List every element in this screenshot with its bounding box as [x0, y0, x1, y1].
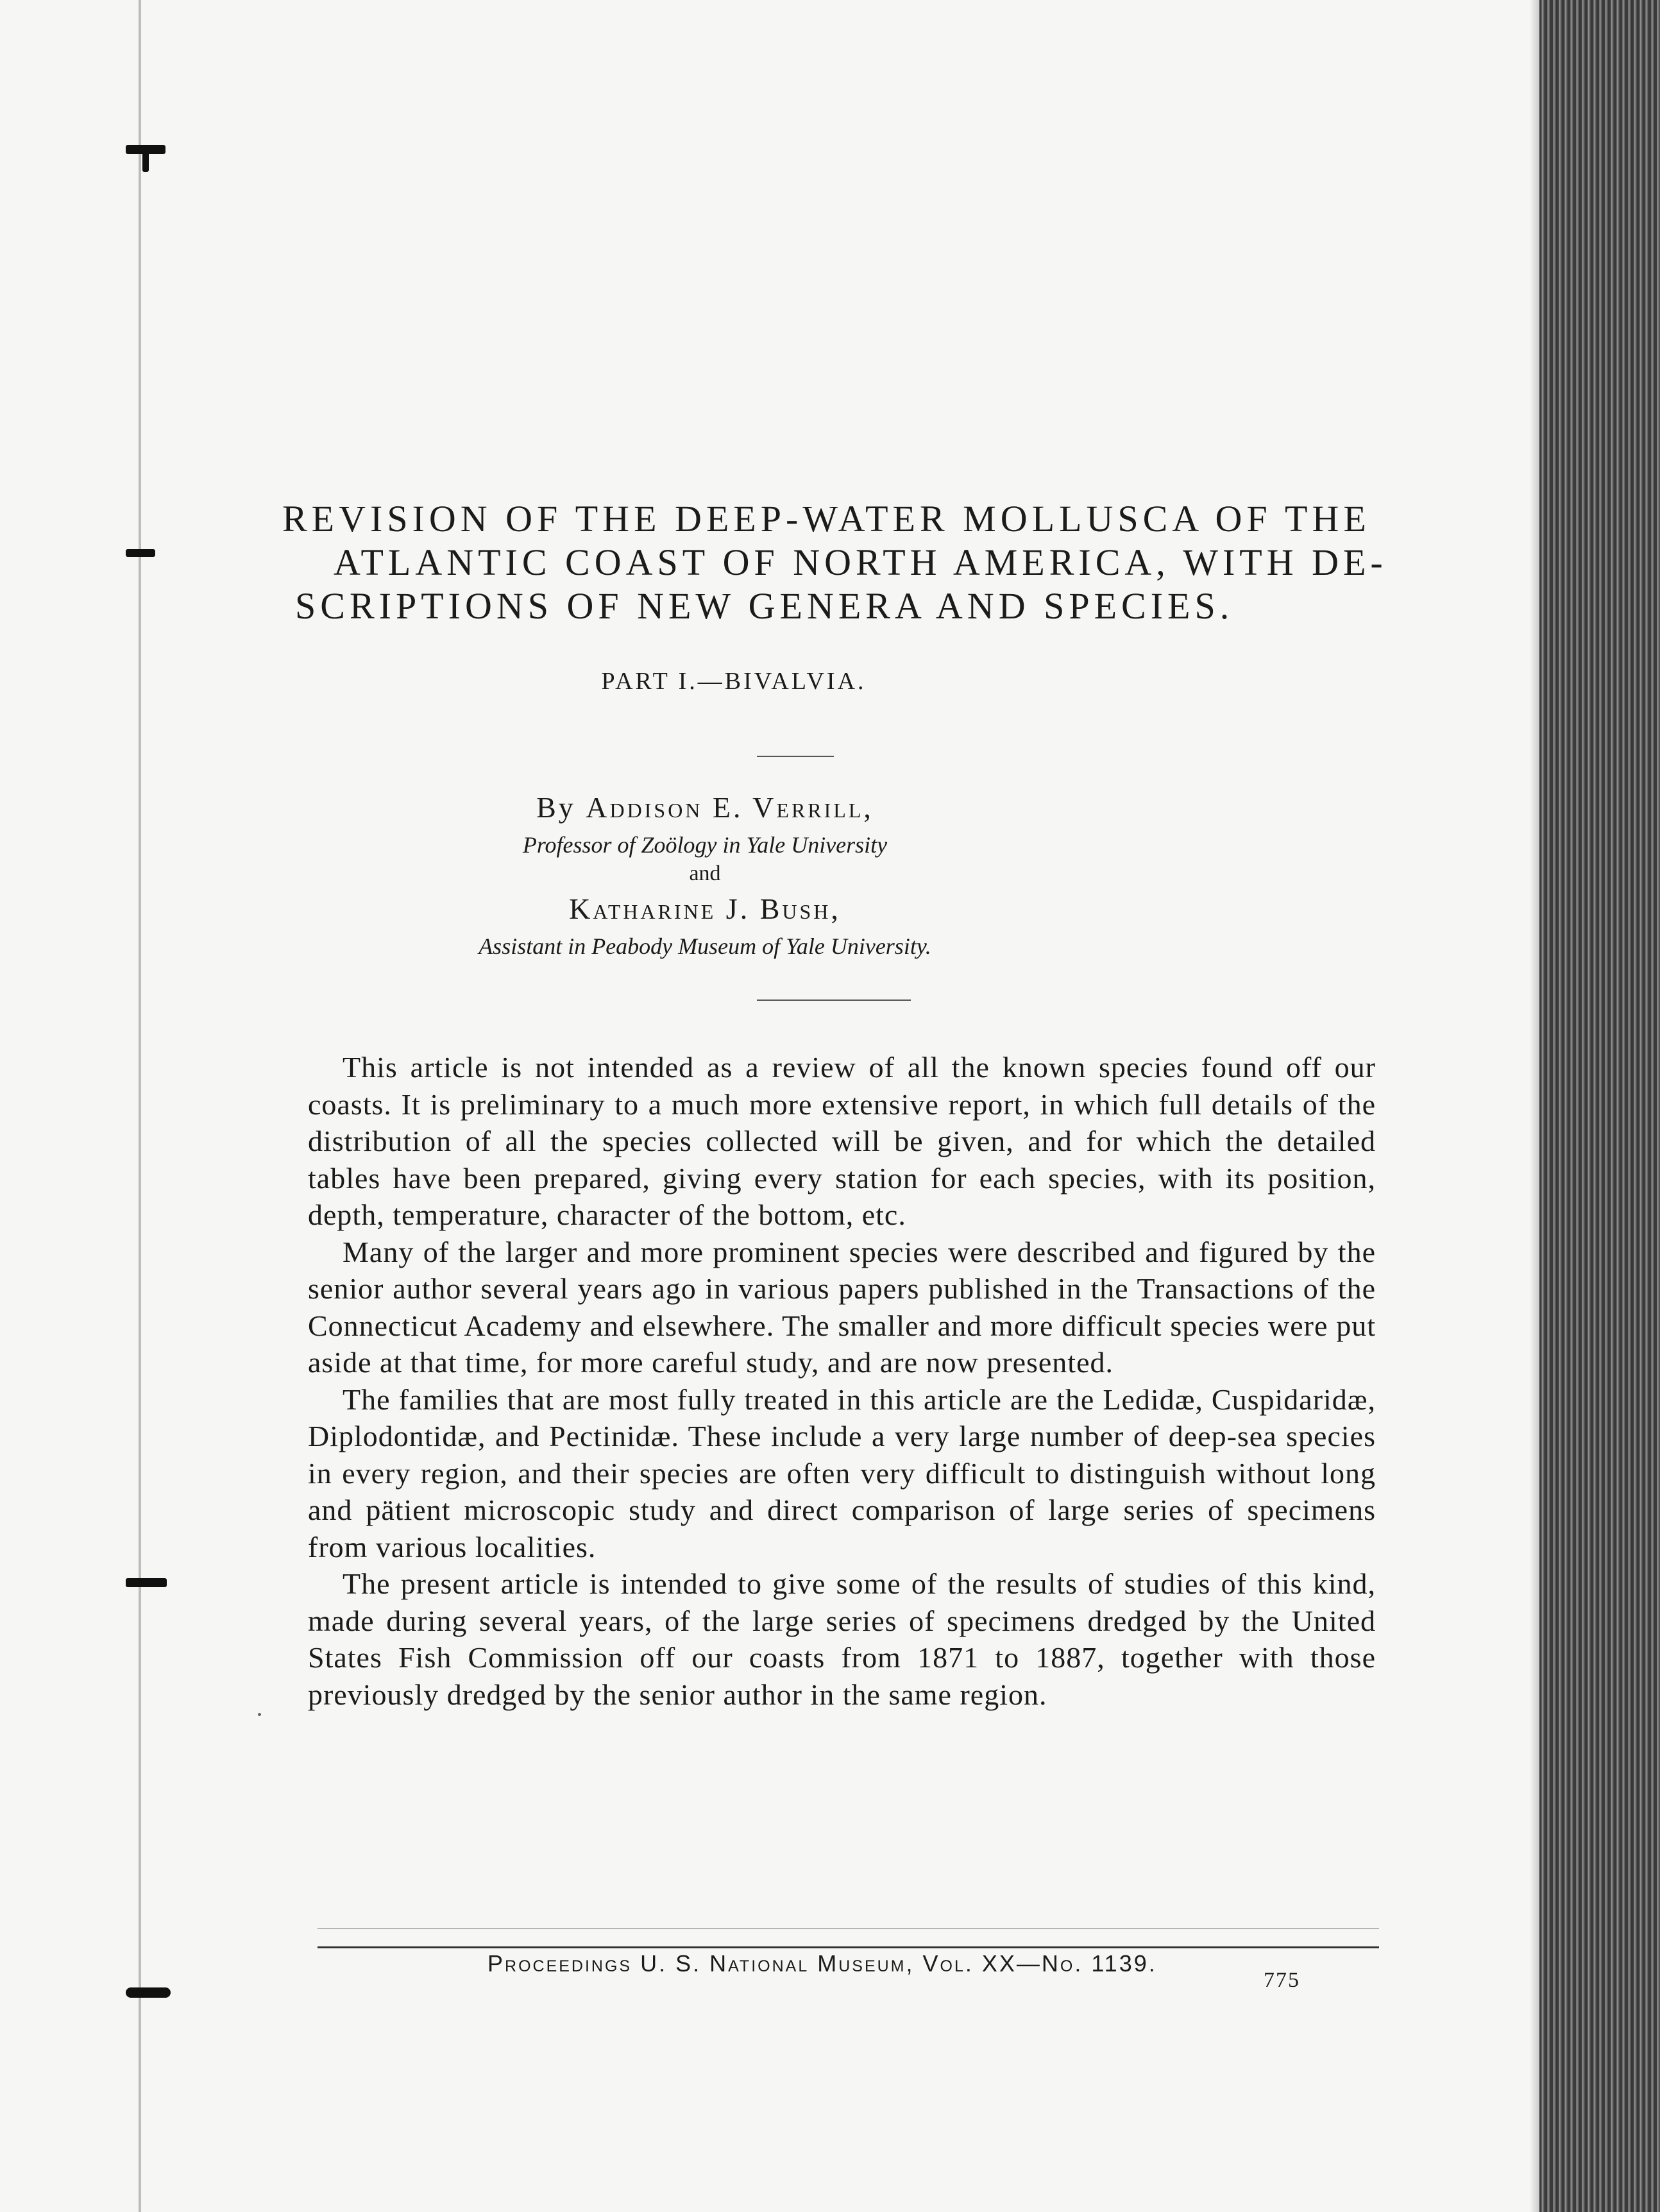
book-edge: [1539, 0, 1660, 2212]
stitch-mark: [126, 1987, 171, 1998]
part-heading: [0, 667, 1660, 695]
byline: [0, 786, 1660, 962]
stitch-line: [139, 0, 141, 2212]
paragraph: This article is not intended as a review of all the known species found off our coasts. It is preliminary to a much more extensive report, in which full details of the distribution of all the species collected will be given, and for which the detailed tables have been prepared, giving every station for each species, with its position, depth, temperature, character of the bottom, etc.: [308, 1051, 1376, 1231]
part-label: PART I.—BIVALVIA.: [601, 668, 867, 695]
paragraph: The present article is intended to give some of the results of studies of this kind, made during several years, of the large series of specimens dredged by the United States Fish Commission off our coasts from 1871 to 1887, together with those previously dredged by the senior author in the same region.: [308, 1567, 1376, 1711]
title-line: REVISION OF THE DEEP-WATER MOLLUSCA OF THE: [282, 498, 1371, 540]
and-label: and: [689, 862, 721, 885]
divider: [757, 756, 834, 757]
divider: [757, 1000, 911, 1001]
speck: [258, 1713, 261, 1716]
title-line: ATLANTIC COAST OF NORTH AMERICA, WITH DE-: [334, 541, 1387, 583]
page-number: 775: [1264, 1968, 1300, 1992]
by-label: By: [536, 791, 576, 824]
author-name: Katharine J. Bush,: [569, 892, 841, 925]
footer-rule: [318, 1946, 1379, 1948]
paragraph: Many of the larger and more prominent species were described and figured by the senior author several years ago in various papers published in the Transactions of the Connecticut Academy and elsewhere. The smaller and more difficult species were put aside at that time, for more careful study, and are now presented.: [308, 1235, 1376, 1379]
paragraph: The families that are most fully treated in this article are the Ledidæ, Cuspidaridæ, Diplodontidæ, and Pectinidæ. These include a very large number of deep-sea species in every region, and their species are often very difficult to distinguish without long and pätient microscopic study and direct comparison of large series of specimens from various localities.: [308, 1382, 1376, 1563]
stitch-mark: [126, 549, 155, 557]
article-body: [308, 1049, 1376, 1713]
author-first: [0, 786, 1660, 830]
article-title: [282, 497, 1385, 628]
author-affiliation: Assistant in Peabody Museum of Yale University.: [479, 933, 931, 959]
title-line: SCRIPTIONS OF NEW GENERA AND SPECIES.: [295, 585, 1234, 627]
footer-rule: [318, 1928, 1379, 1929]
stitch-mark: [126, 1578, 167, 1587]
author-name: Addison E. Verrill,: [586, 791, 874, 824]
stitch-mark: [142, 145, 149, 172]
author-affiliation: Professor of Zoölogy in Yale University: [522, 832, 888, 858]
footer-citation: Proceedings U. S. National Museum, Vol. XX—No. 1139.: [487, 1950, 1157, 1977]
